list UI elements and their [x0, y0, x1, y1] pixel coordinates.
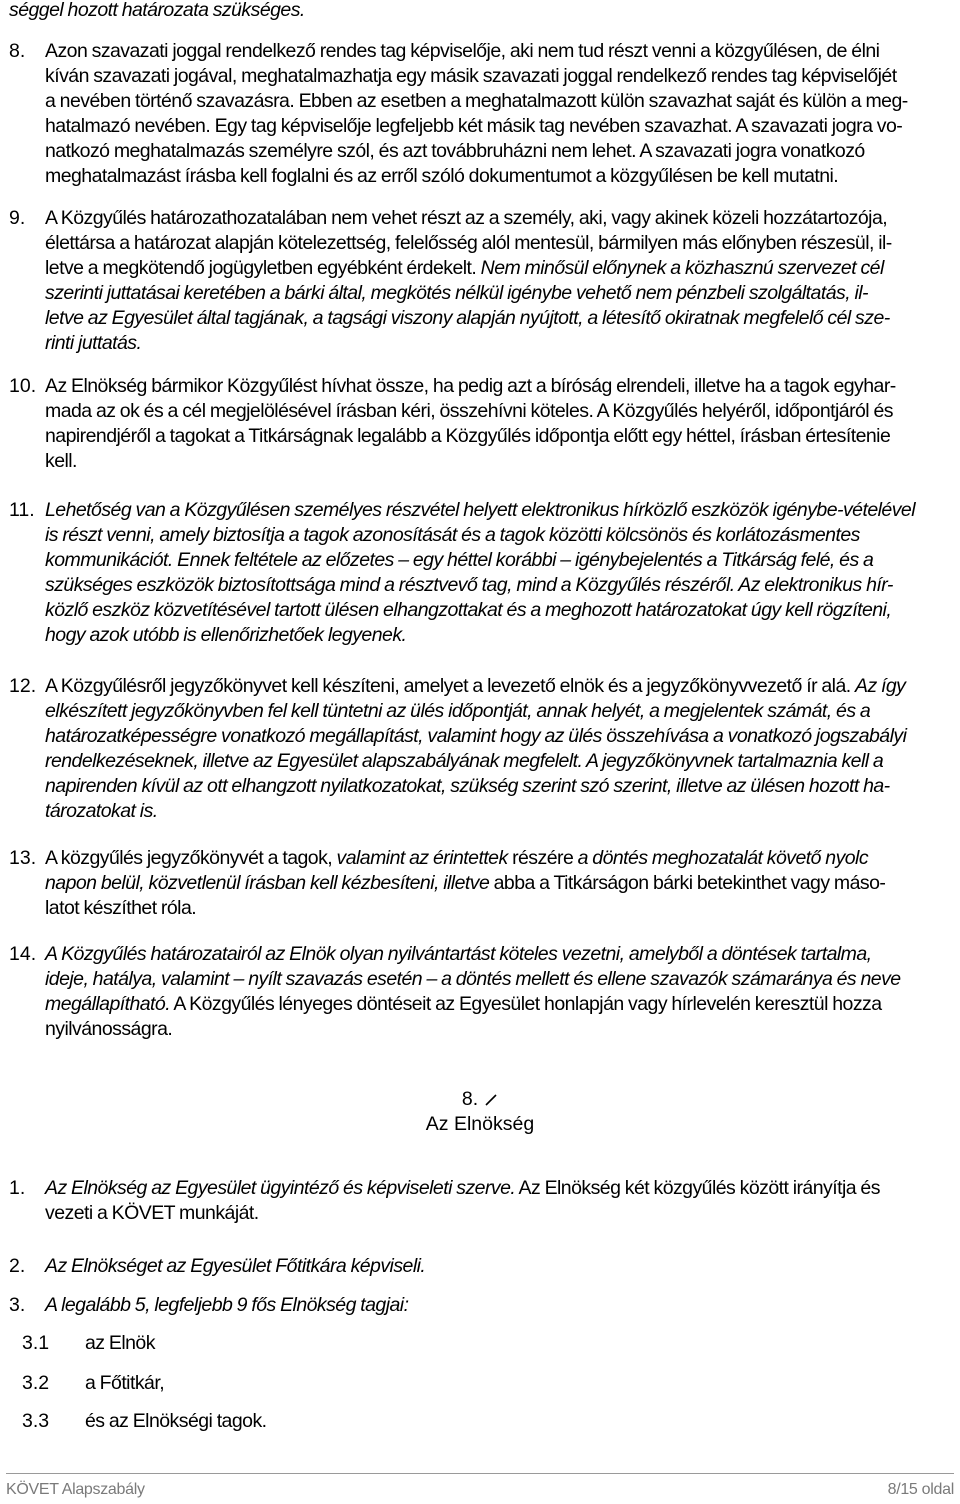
text-line: latot készíthet róla.: [45, 897, 197, 919]
text-span-italic: illetve: [443, 872, 490, 894]
text-line: napirendjéről a tagokat a Titkárságnak legalább a Közgyűlés időpontja előtt egy héttel, írásban értesítenie: [45, 425, 891, 447]
text-line: [45, 870, 960, 896]
text-line: A legalább 5, legfeljebb 9 fős Elnökség tagjai:: [45, 1294, 409, 1316]
text-line: [45, 255, 960, 281]
text-line: A Közgyűlés határozathozatalában nem vehet részt az a személy, aki, vagy akinek közeli hozzátartozója,: [45, 207, 888, 229]
paragraph-mark-icon: [484, 1093, 498, 1107]
text-line: a nevében történő szavazásra. Ebben az esetben a meghatalmazott külön szavazhat saját és külön a meg-: [45, 90, 908, 112]
text-line: [45, 991, 960, 1017]
text-line: hatalmazó nevében. Egy tag képviselője legfeljebb két másik tag nevében szavazhat. A szavazati jogra vo-: [45, 115, 903, 137]
text-line: kommunikációt. Ennek feltétele az előzetes – egy héttel korábbi – igénybejelentés a Titkárság felé, és a: [45, 549, 874, 571]
footer-page-number: 8/15 oldal: [887, 1481, 954, 1498]
text-line: az Elnök: [85, 1332, 155, 1354]
item-number: 13.: [9, 847, 37, 869]
text-span: A közgyűlés jegyzőkönyvét a tagok,: [45, 847, 333, 869]
item-number: 8.: [9, 40, 26, 62]
text-line: Lehetőség van a Közgyűlésen személyes részvétel helyett elektronikus hírközlő eszközök igénybe-vételével: [45, 499, 915, 521]
item-number: 14.: [9, 943, 37, 965]
text-line: közlő eszköz közvetítésével tartott ülésen elhangzottakat és a meghozott határozatokat úgy kell rögzíteni,: [45, 599, 892, 621]
text-line: vezeti a KÖVET munkáját.: [45, 1202, 259, 1224]
text-line: kíván szavazati jogával, meghatalmazhatja egy másik szavazati joggal rendelkező rendes tag képviselőjét: [45, 65, 897, 87]
text-span-italic: Nem minősül előnynek a közhasznú szervezet cél: [480, 257, 884, 279]
text-line: és az Elnökségi tagok.: [85, 1410, 267, 1432]
text-span: részére: [512, 847, 574, 869]
text-line: meghatalmazást írásba kell foglalni és az erről szóló dokumentumot a közgyűlésen be kell mutatni.: [45, 165, 839, 187]
item-number: 10.: [9, 375, 37, 397]
text-span: A Közgyűlésről jegyzőkönyvet kell készíteni, amelyet a levezető elnök és a jegyzőkönyvvezető ír alá.: [45, 675, 851, 697]
item-number: 11.: [9, 499, 35, 521]
item-number: 2.: [9, 1255, 26, 1277]
text-line: szerinti juttatásai keretében a bárki által, megkötés nélkül igénybe vehető nem pénzbeli szolgáltatás, il-: [45, 282, 868, 304]
text-line: szükséges eszközök biztosítottsága mind a résztvevő tag, mind a Közgyűlés részéről. Az elektronikus hír-: [45, 574, 893, 596]
text-line: Azon szavazati joggal rendelkező rendes tag képviselője, aki nem tud részt venni a közgyűlésen, de élni: [45, 40, 880, 62]
text-line: a Főtitkár,: [85, 1372, 165, 1394]
footer-document-title: KÖVET Alapszabály: [6, 1481, 145, 1498]
text-line: mada az ok és a cél megjelölésével írásban kéri, összehívni köteles. A Közgyűlés helyéről, időpontjáról és: [45, 400, 893, 422]
text-line: napirenden kívül az ott elhangzott nyilatkozatokat, szükség szerint szó szerint, illetve az ülésen hozott ha-: [45, 775, 890, 797]
text-line: [45, 673, 960, 699]
text-span: abba a Titkárságon bárki betekinthet vagy máso-: [493, 872, 886, 894]
item-number: 3.: [9, 1294, 26, 1316]
text-line: rendelkezéseknek, illetve az Egyesület alapszabályának megfelelt. A jegyzőkönyvnek tartalmaznia kell a: [45, 750, 884, 772]
text-line: nyilvánosságra.: [45, 1018, 173, 1040]
text-line: hogy azok utóbb is ellenőrizhetőek legyenek.: [45, 624, 407, 646]
text-line: tározatokat is.: [45, 800, 158, 822]
item-number: 1.: [9, 1177, 26, 1199]
footer-divider: [6, 1473, 954, 1474]
text-line: is részt venni, amely biztosítja a tagok azonosítását és a tagok közötti kölcsönös és korlátozásmentes: [45, 524, 860, 546]
text-line: séggel hozott határozata szükséges.: [9, 0, 305, 21]
text-line: rinti juttatás.: [45, 332, 142, 354]
text-line: [45, 845, 960, 871]
text-line: Az Elnökség bármikor Közgyűlést hívhat össze, ha pedig azt a bíróság elrendeli, illetve ha a tagok egyhar-: [45, 375, 896, 397]
text-span-italic: napon belül, közvetlenül írásban kell kézbesíteni,: [45, 872, 439, 894]
text-line: határozatképességre vonatkozó megállapítást, valamint hogy az ülés összehívása a vonatkozó jogszabályi: [45, 725, 907, 747]
text-line: kell.: [45, 450, 77, 472]
text-line: Az Elnökséget az Egyesület Főtitkára képviseli.: [45, 1255, 426, 1277]
item-number: 9.: [9, 207, 26, 229]
item-number: 12.: [9, 675, 37, 697]
text-line: natkozó meghatalmazás személyre szól, és azt továbbruházni nem lehet. A szavazati jogra vonatkozó: [45, 140, 865, 162]
text-line: A Közgyűlés határozatairól az Elnök olyan nyilvántartást köteles vezetni, amelyből a döntések tartalma,: [45, 943, 872, 965]
text-span-italic: Az Elnökség az Egyesület ügyintéző és képviseleti szerve.: [45, 1177, 516, 1199]
text-span-italic: Az így: [855, 675, 906, 697]
text-span: letve a megkötendő jogügyletben egyébként érdekelt.: [45, 257, 477, 279]
section-title: Az Elnökség: [425, 1113, 535, 1135]
text-line: letve az Egyesület által tagjának, a tagsági viszony alapján nyújtott, a létesítő okiratnak megfelelő cél sze-: [45, 307, 890, 329]
text-span-italic: megállapítható.: [45, 993, 171, 1015]
text-span-italic: a döntés meghozatalát követő nyolc: [577, 847, 869, 869]
text-span: A Közgyűlés lényeges döntéseit az Egyesület honlapján vagy hírlevelén keresztül hozza: [173, 993, 882, 1015]
text-line: élettársa a határozat alapján kötelezettség, felelősség alól mentesül, bármilyen más előnyben részesül, il-: [45, 232, 892, 254]
text-line: elkészített jegyzőkönyvben fel kell tüntetni az ülés időpontját, annak helyét, a megjelentek számát, és a: [45, 700, 871, 722]
sub-item-number: 3.1: [22, 1332, 50, 1354]
sub-item-number: 3.3: [22, 1410, 50, 1432]
sub-item-number: 3.2: [22, 1372, 50, 1394]
text-line: [45, 1175, 960, 1201]
text-span: Az Elnökség két közgyűlés között irányítja és: [518, 1177, 880, 1199]
text-span-italic: valamint az érintettek: [336, 847, 508, 869]
text-line: ideje, hatálya, valamint – nyílt szavazás esetén – a döntés mellett és ellene szavazók számaránya és neve: [45, 968, 901, 990]
section-number: 8.: [0, 1086, 960, 1112]
